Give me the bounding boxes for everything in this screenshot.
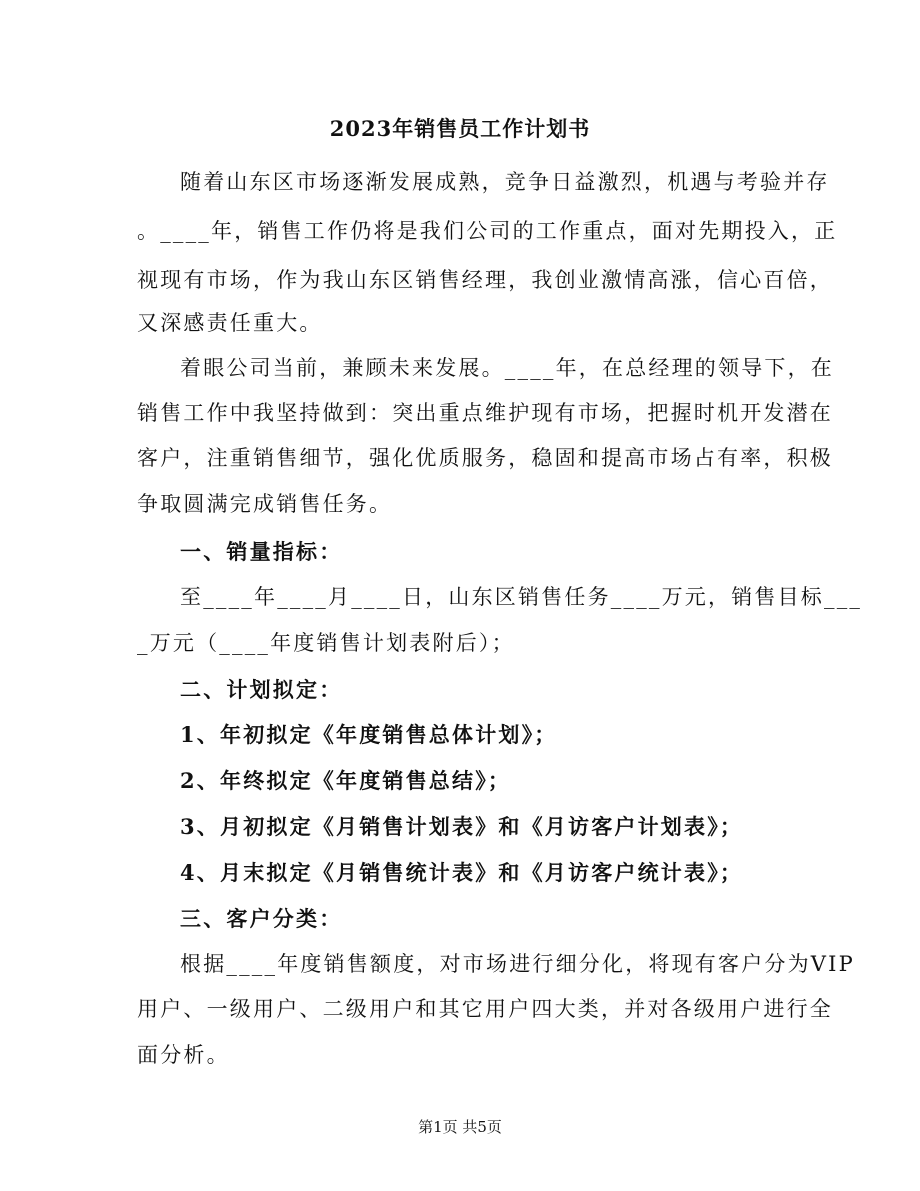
paragraph-line: 根据____年度销售额度，对市场进行细分化，将现有客户分为VIP	[180, 952, 855, 976]
paragraph-line: 随着山东区市场逐渐发展成熟，竞争日益激烈，机遇与考验并存	[180, 170, 830, 194]
paragraph-line: 视现有市场，作为我山东区销售经理，我创业激情高涨，信心百倍，	[137, 268, 833, 292]
paragraph-line: 至____年____月____日，山东区销售任务____万元，销售目标___	[180, 585, 863, 609]
paragraph-line: 用户、一级用户、二级用户和其它用户四大类，并对各级用户进行全	[137, 997, 833, 1021]
paragraph-line: 争取圆满完成销售任务。	[137, 492, 393, 516]
list-item: 2、年终拟定《年度销售总结》；	[180, 768, 512, 793]
section-heading: 三、客户分类：	[180, 906, 343, 931]
document-title: 2023年销售员工作计划书	[329, 116, 591, 141]
list-item: 4、月末拟定《月销售统计表》和《月访客户统计表》；	[180, 860, 744, 885]
section-heading: 一、销量指标：	[180, 539, 343, 564]
paragraph-line: 面分析。	[137, 1043, 230, 1067]
list-item: 1、年初拟定《年度销售总体计划》；	[180, 722, 558, 747]
paragraph-line: _万元（____年度销售计划表附后）；	[137, 631, 515, 655]
paragraph-line: 客户，注重销售细节，强化优质服务，稳固和提高市场占有率，积极	[137, 446, 833, 470]
paragraph-line: 销售工作中我坚持做到：突出重点维护现有市场，把握时机开发潜在	[137, 401, 833, 425]
list-item: 3、月初拟定《月销售计划表》和《月访客户计划表》；	[180, 814, 744, 839]
page-number: 第1页 共5页	[418, 1118, 502, 1136]
paragraph-line: 。____年，销售工作仍将是我们公司的工作重点，面对先期投入，正	[137, 219, 838, 243]
section-heading: 二、计划拟定：	[180, 677, 343, 702]
paragraph-line: 着眼公司当前，兼顾未来发展。____年，在总经理的领导下，在	[180, 356, 834, 380]
paragraph-line: 又深感责任重大。	[137, 311, 323, 335]
